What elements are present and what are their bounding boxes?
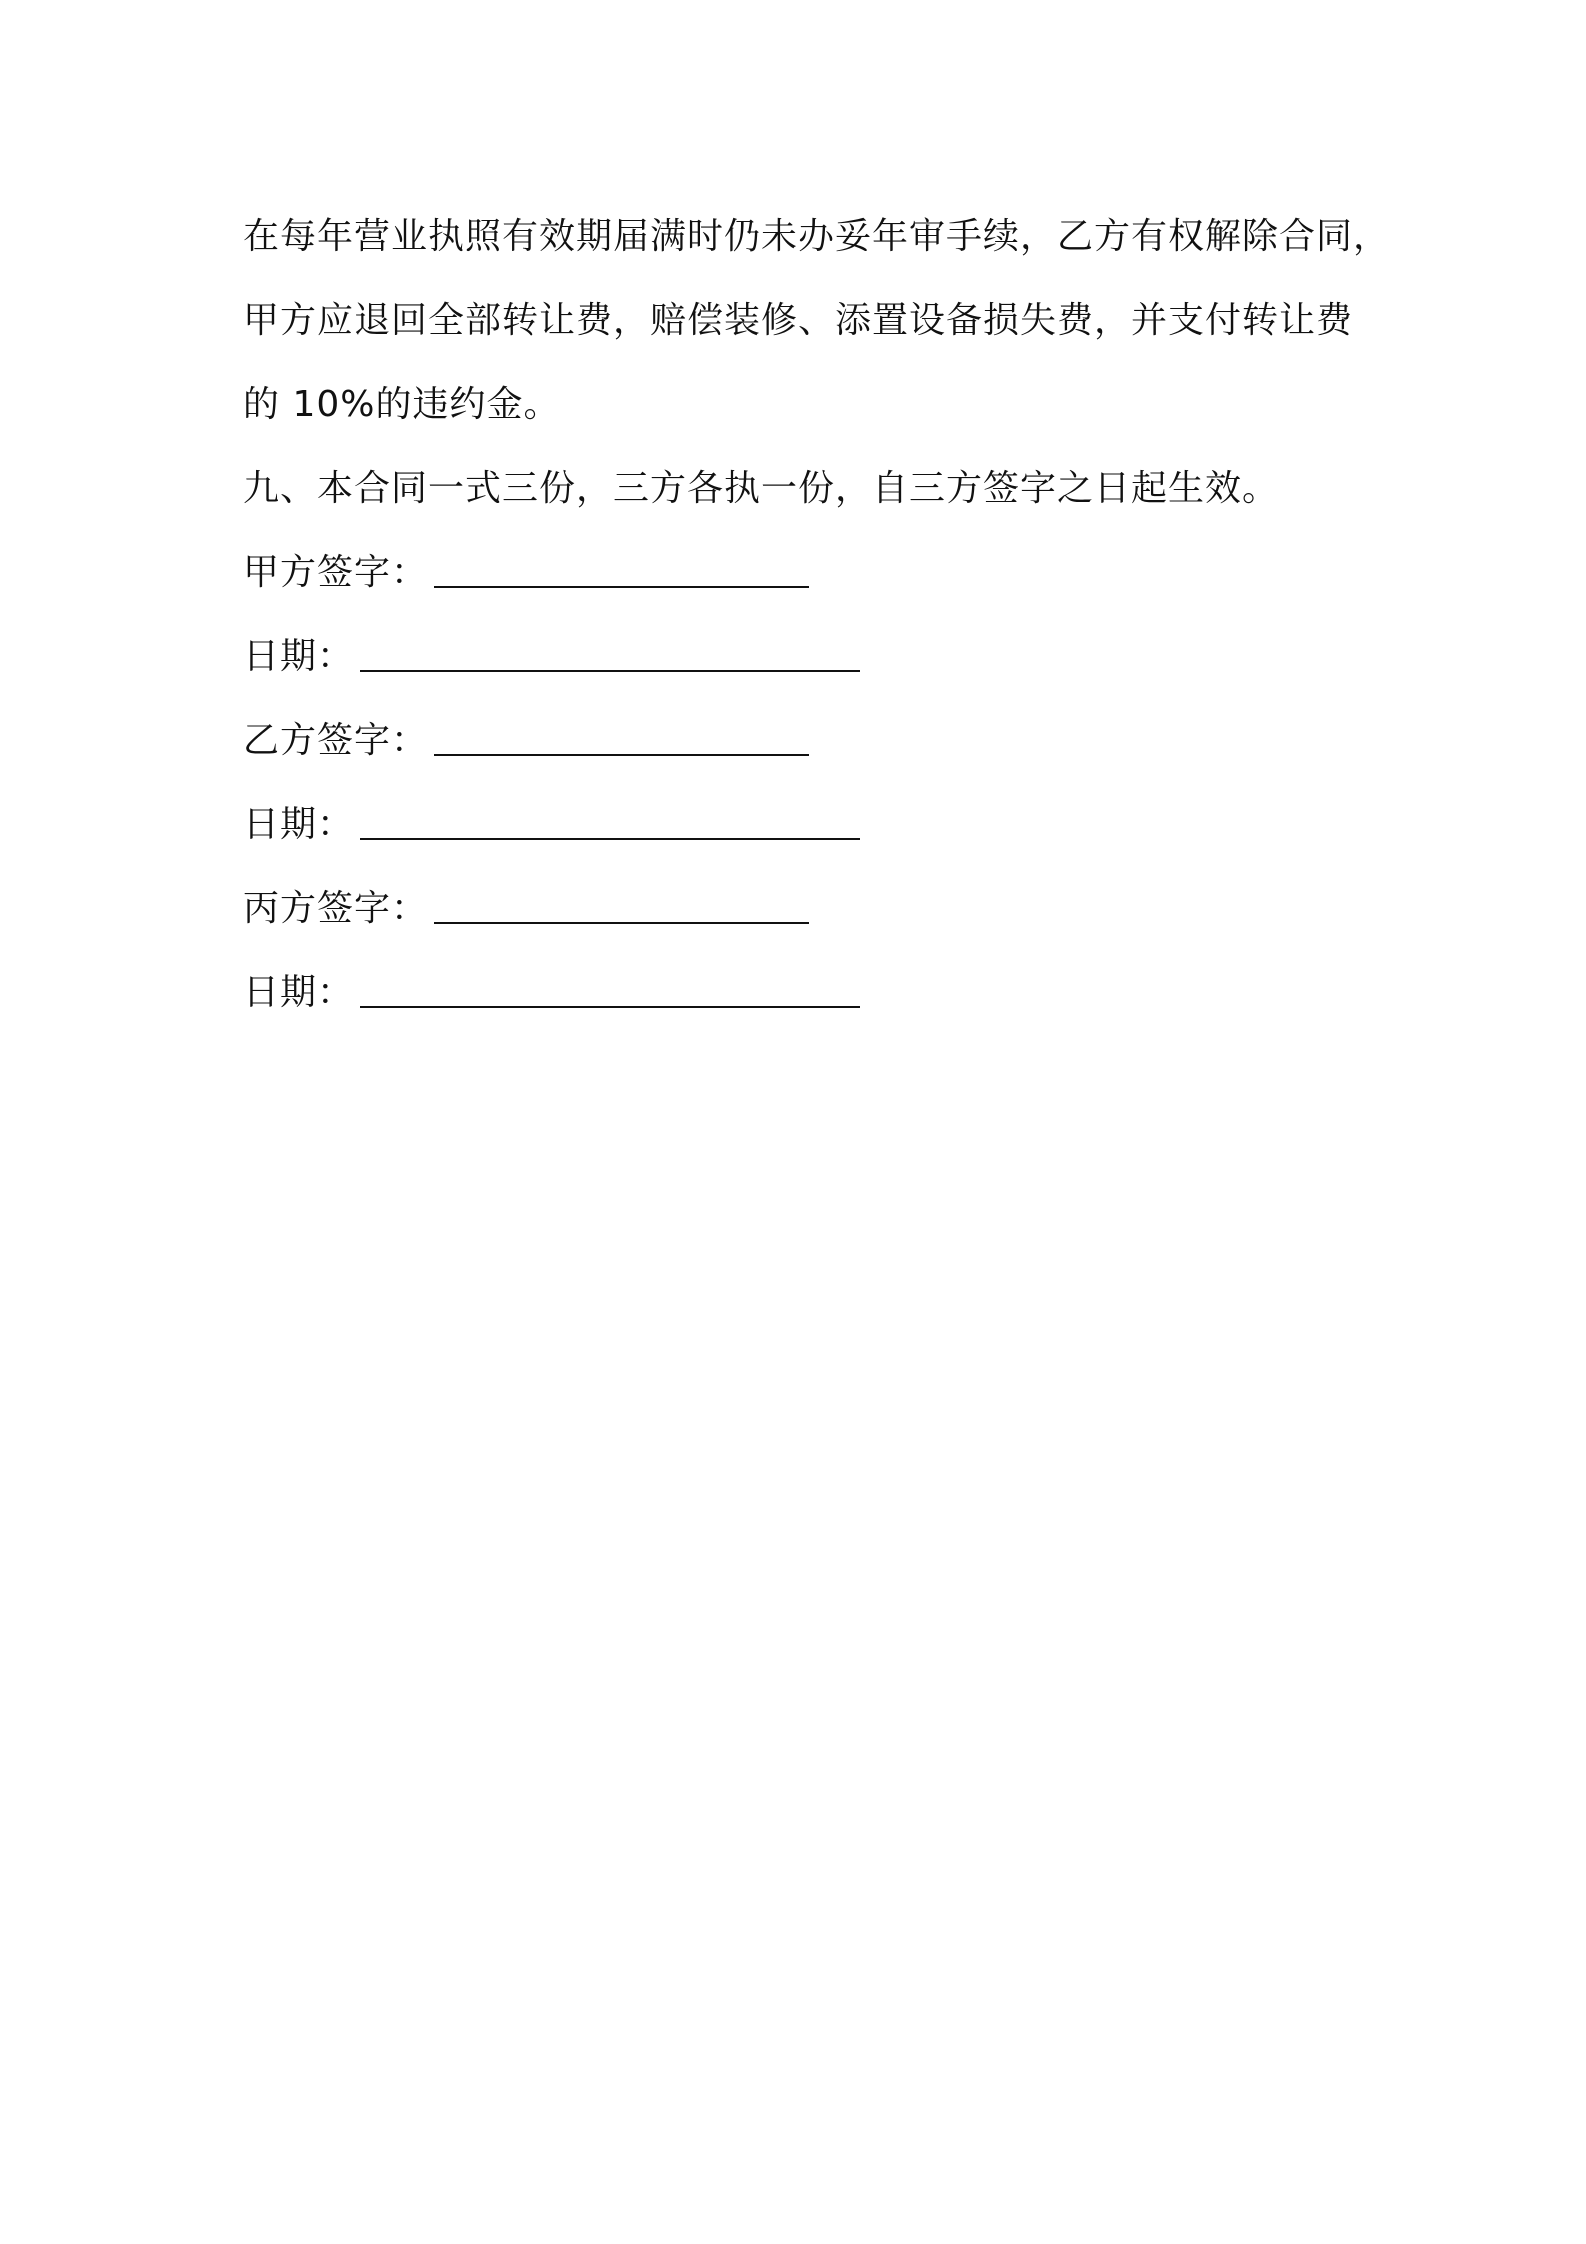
party-c-date-row bbox=[243, 951, 1393, 1035]
paragraph-line-2: 甲方应退回全部转让费，赔偿装修、添置设备损失费，并支付转让费 bbox=[243, 300, 1354, 341]
party-c-signature-label: 丙方签字： bbox=[243, 888, 429, 929]
paragraph-line-1: 在每年营业执照有效期届满时仍未办妥年审手续，乙方有权解除合同， bbox=[243, 216, 1391, 257]
party-a-signature-row bbox=[243, 531, 1393, 615]
document-body bbox=[243, 195, 1393, 1035]
party-a-date-field[interactable] bbox=[360, 640, 860, 672]
party-b-signature-field[interactable] bbox=[434, 724, 809, 756]
party-b-signature-row bbox=[243, 699, 1393, 783]
party-c-date-field[interactable] bbox=[360, 976, 860, 1008]
party-b-date-label: 日期： bbox=[243, 804, 355, 845]
party-b-date-row bbox=[243, 783, 1393, 867]
party-a-signature-field[interactable] bbox=[434, 556, 809, 588]
party-b-signature-label: 乙方签字： bbox=[243, 720, 429, 761]
clause-nine: 九、本合同一式三份，三方各执一份，自三方签字之日起生效。 bbox=[243, 468, 1280, 509]
party-a-date-row bbox=[243, 615, 1393, 699]
paragraph-line-3: 的 10%的违约金。 bbox=[243, 384, 561, 425]
party-a-signature-label: 甲方签字： bbox=[243, 552, 429, 593]
party-a-date-label: 日期： bbox=[243, 636, 355, 677]
party-b-date-field[interactable] bbox=[360, 808, 860, 840]
party-c-date-label: 日期： bbox=[243, 972, 355, 1013]
party-c-signature-field[interactable] bbox=[434, 892, 809, 924]
party-c-signature-row bbox=[243, 867, 1393, 951]
